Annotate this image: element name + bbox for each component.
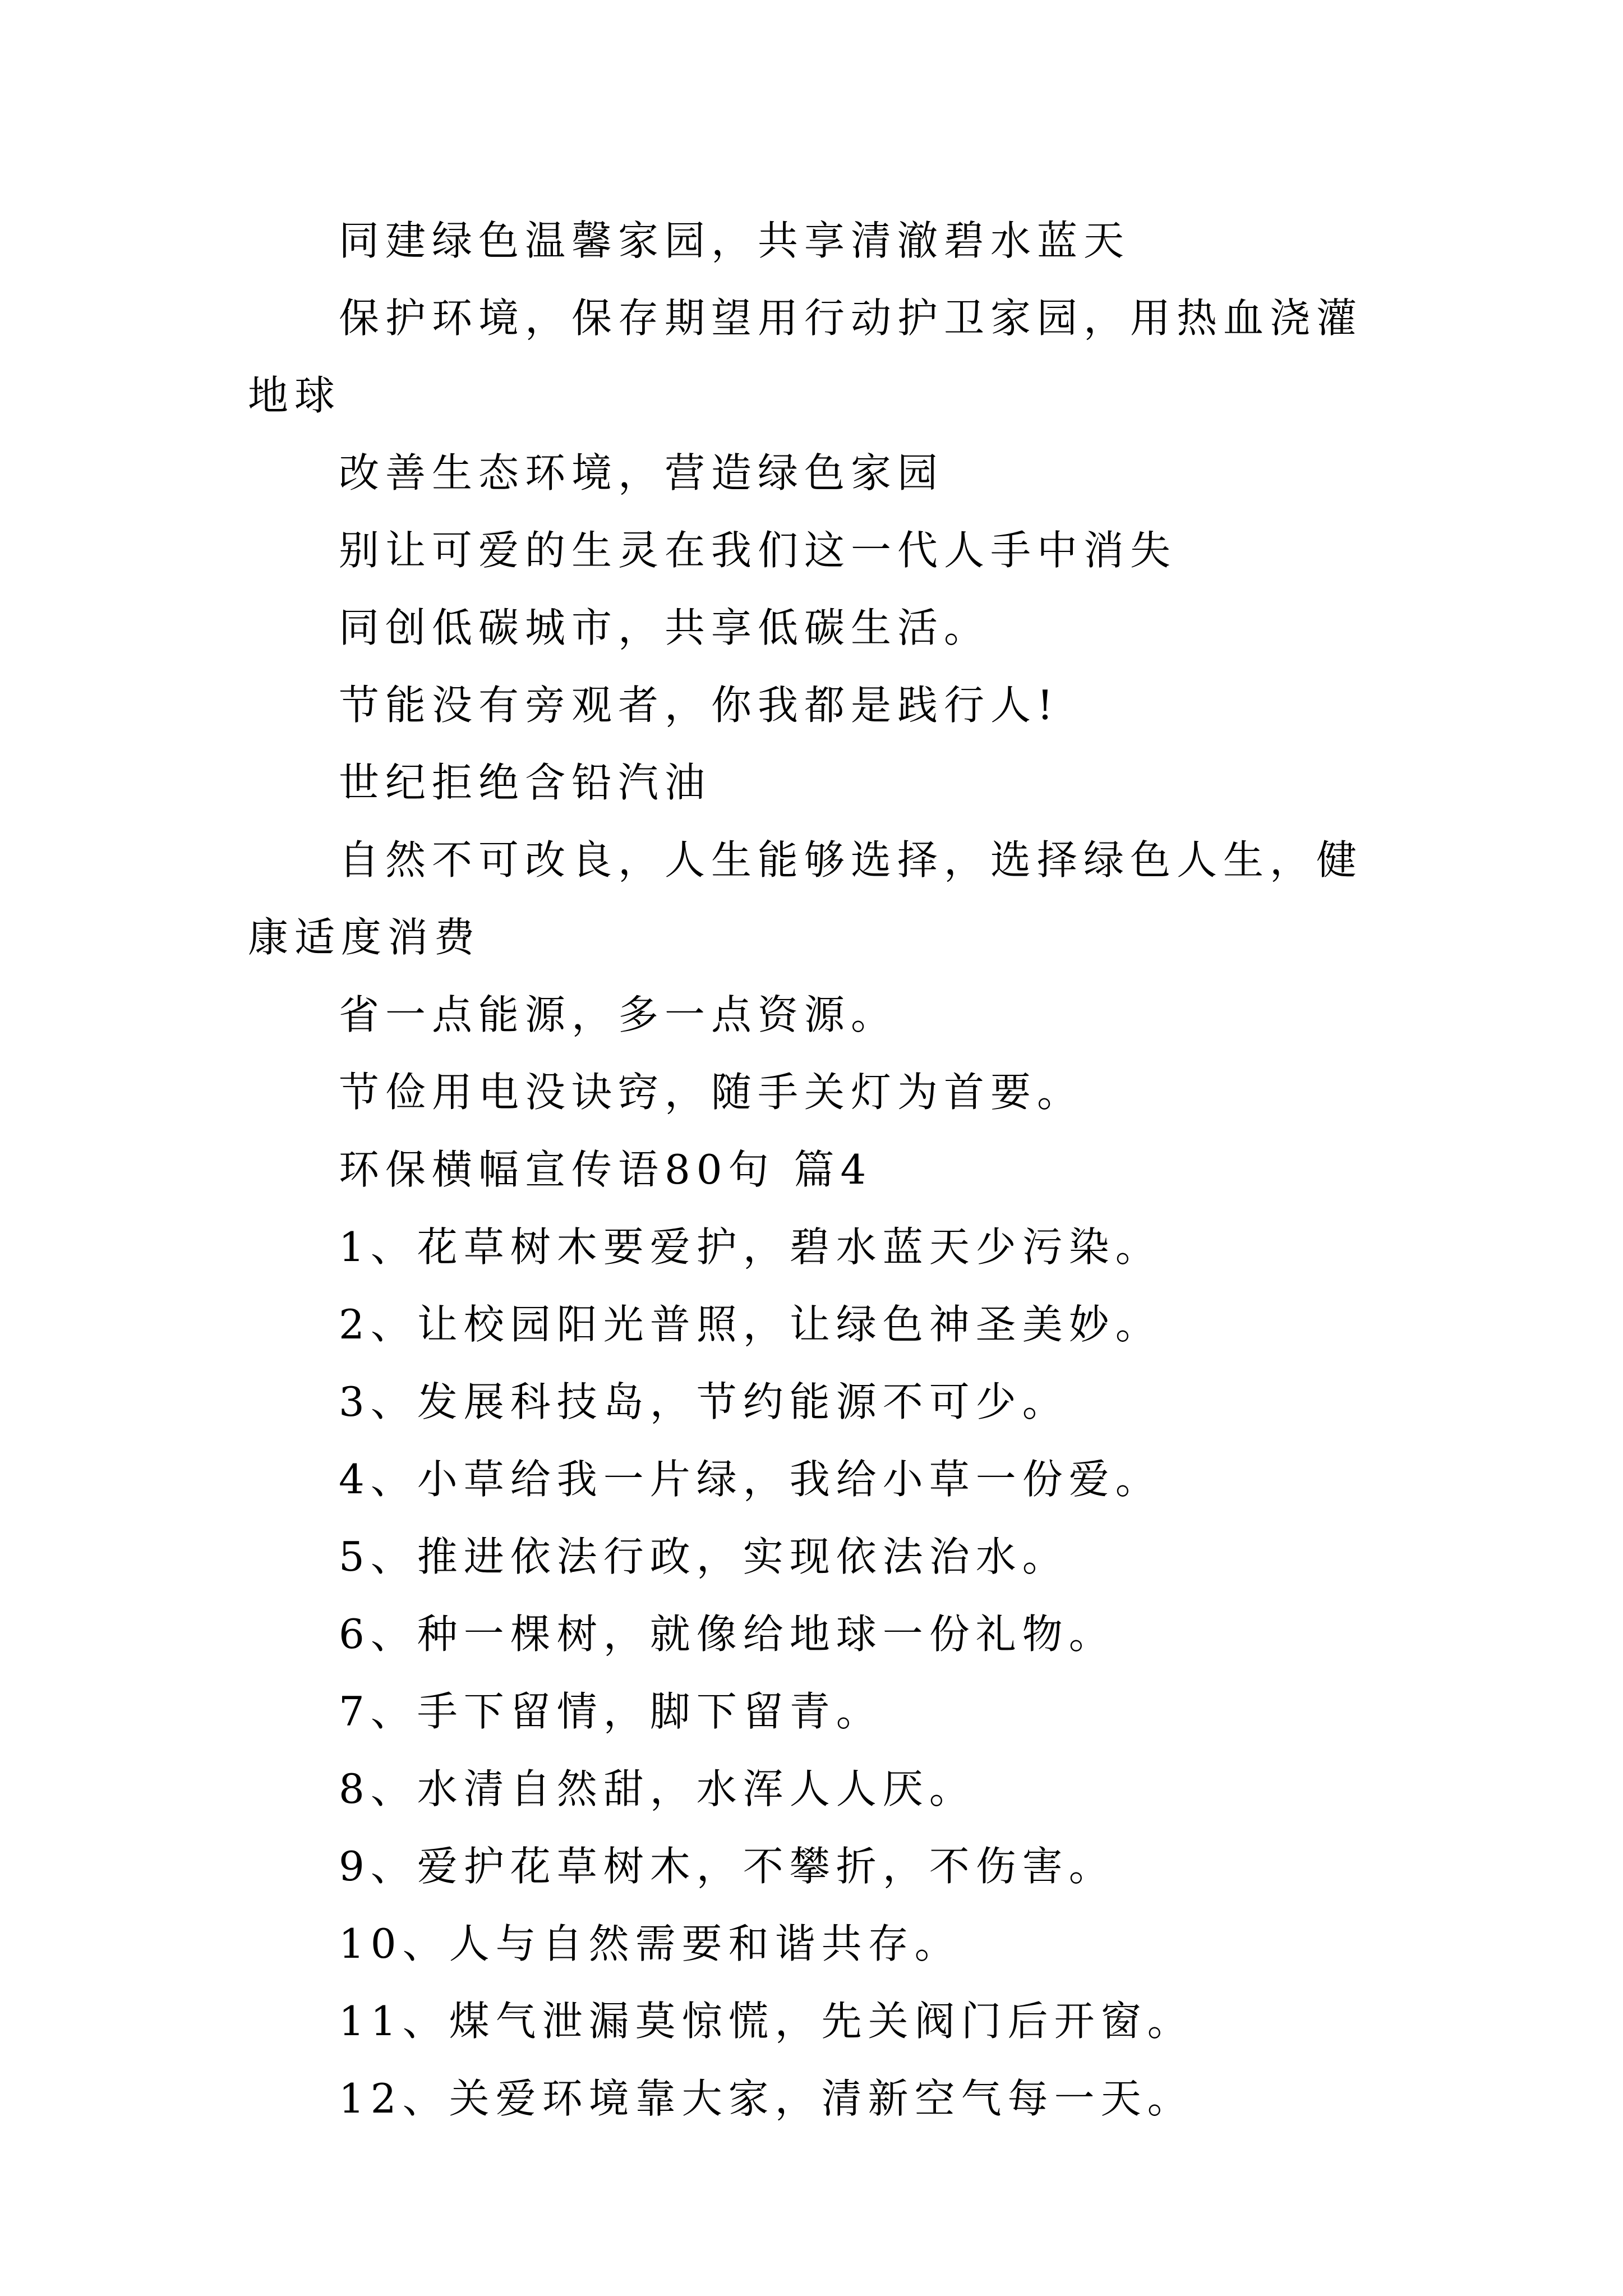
paragraph: 同建绿色温馨家园，共享清澈碧水蓝天 bbox=[339, 217, 1131, 264]
list-item: 9、爱护花草树木，不攀折，不伤害。 bbox=[339, 1843, 1115, 1890]
paragraph: 世纪拒绝含铅汽油 bbox=[339, 759, 712, 806]
paragraph: 节俭用电没诀窍，随手关灯为首要。 bbox=[339, 1069, 1084, 1116]
paragraph: 自然不可改良，人生能够选择，选择绿色人生，健康适度消费 bbox=[248, 836, 1363, 961]
list-item: 7、手下留情，脚下留青。 bbox=[339, 1688, 883, 1735]
list-item: 8、水清自然甜，水浑人人厌。 bbox=[339, 1765, 976, 1812]
list-item: 5、推进依法行政，实现依法治水。 bbox=[339, 1533, 1069, 1580]
list-item: 12、关爱环境靠大家，清新空气每一天。 bbox=[339, 2075, 1194, 2122]
paragraph: 别让可爱的生灵在我们这一代人手中消失 bbox=[339, 527, 1177, 574]
section-heading: 环保横幅宣传语80句 篇4 bbox=[339, 1146, 873, 1193]
list-item: 6、种一棵树，就像给地球一份礼物。 bbox=[339, 1611, 1115, 1658]
list-item: 4、小草给我一片绿，我给小草一份爱。 bbox=[339, 1456, 1162, 1503]
paragraph: 保护环境，保存期望用行动护卫家园，用热血浇灌地球 bbox=[248, 295, 1363, 419]
paragraph: 节能没有旁观者，你我都是践行人! bbox=[339, 682, 1059, 729]
paragraph: 同创低碳城市，共享低碳生活。 bbox=[339, 604, 991, 651]
document-body bbox=[248, 202, 1381, 2137]
list-item: 11、煤气泄漏莫惊慌，先关阀门后开窗。 bbox=[339, 1998, 1194, 2045]
paragraph: 省一点能源，多一点资源。 bbox=[339, 991, 898, 1038]
list-item: 2、让校园阳光普照，让绿色神圣美妙。 bbox=[339, 1301, 1162, 1348]
list-item: 3、发展科技岛，节约能源不可少。 bbox=[339, 1378, 1069, 1425]
list-item: 10、人与自然需要和谐共存。 bbox=[339, 1920, 961, 1967]
paragraph: 改善生态环境，营造绿色家园 bbox=[339, 449, 944, 496]
list-item: 1、花草树木要爱护，碧水蓝天少污染。 bbox=[339, 1223, 1162, 1271]
